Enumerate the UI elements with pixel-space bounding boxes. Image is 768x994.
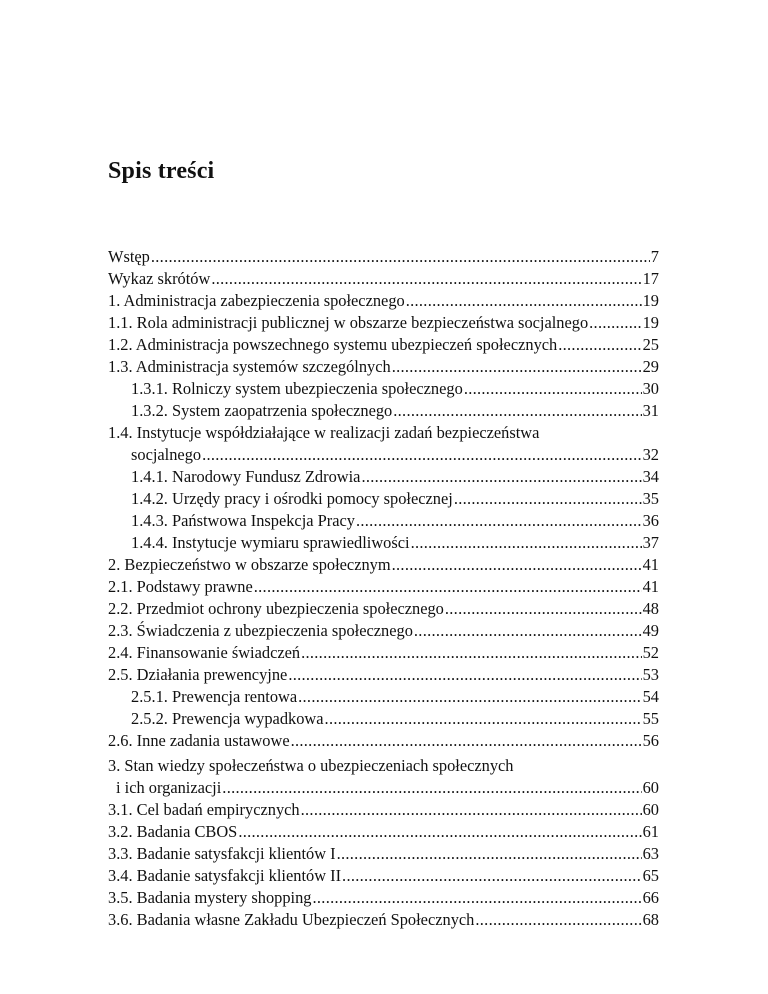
toc-entry-page: 35 [642,489,659,508]
toc-entry-page: 32 [642,445,659,464]
toc-leader-dots [313,887,642,909]
toc-entry[interactable] [108,642,659,664]
toc-entry[interactable] [108,664,659,686]
toc-entry-label: 3.4. Badanie satysfakcji klientów II [108,866,342,885]
toc-entry-page: 17 [642,269,659,288]
toc-entry-label: 2.5. Działania prewencyjne [108,665,288,684]
toc-entry-label: 1.4.2. Urzędy pracy i ośrodki pomocy społecznej [131,489,453,508]
toc-entry[interactable] [108,444,659,466]
toc-entry[interactable] [108,532,659,554]
toc-entry-page: 55 [642,709,659,728]
toc-entry-label: 1.1. Rola administracji publicznej w obszarze bezpieczeństwa socjalnego [108,313,589,332]
toc-entry[interactable] [108,620,659,642]
toc-leader-dots [392,356,642,378]
toc-entry-page: 60 [642,778,659,797]
toc-leader-dots [406,290,642,312]
toc-entry-page: 65 [642,866,659,885]
toc-entry-label: 1.3.1. Rolniczy system ubezpieczenia społecznego [131,379,463,398]
toc-entry-label: 2.4. Finansowanie świadczeń [108,643,301,662]
toc-leader-dots [298,686,641,708]
toc-entry[interactable] [108,576,659,598]
toc-leader-dots [414,620,642,642]
toc-entry[interactable] [108,799,659,821]
toc-leader-dots [356,510,642,532]
toc-leader-dots [464,378,642,400]
toc-leader-dots [291,730,642,752]
toc-leader-dots [211,268,641,290]
toc-entry-page: 68 [642,910,659,929]
toc-entry-page: 25 [642,335,659,354]
toc-entry-page: 52 [642,643,659,662]
table-of-contents [108,246,659,931]
toc-entry-label: 2.3. Świadczenia z ubezpieczenia społecznego [108,621,413,640]
toc-entry-label: 3.3. Badanie satysfakcji klientów I [108,844,336,863]
toc-entry[interactable] [108,843,659,865]
toc-entry[interactable] [108,488,659,510]
toc-leader-dots [589,312,641,334]
toc-entry-label: 2.5.1. Prewencja rentowa [131,687,298,706]
toc-entry-page: 53 [642,665,659,684]
toc-entry[interactable] [108,290,659,312]
toc-entry-page: 41 [642,577,659,596]
toc-entry-label: 3.5. Badania mystery shopping [108,888,312,907]
toc-entry[interactable] [108,268,659,290]
toc-leader-dots [325,708,642,730]
toc-leader-dots [558,334,641,356]
toc-entry[interactable] [108,246,659,268]
toc-leader-dots [238,821,641,843]
toc-entry-page: 36 [642,511,659,530]
toc-entry[interactable] [108,312,659,334]
toc-entry[interactable] [108,400,659,422]
toc-leader-dots [361,466,641,488]
toc-entry[interactable] [108,554,659,576]
toc-entry-page: 7 [650,247,659,266]
toc-entry-label: socjalnego [131,445,202,464]
page-title: Spis treści [108,158,215,184]
toc-entry-page: 61 [642,822,659,841]
toc-entry-page: 48 [642,599,659,618]
toc-leader-dots [445,598,642,620]
toc-entry-label: 1.4.4. Instytucje wymiaru sprawiedliwości [131,533,410,552]
toc-entry[interactable] [108,598,659,620]
toc-entry-page: 54 [642,687,659,706]
toc-entry-page: 41 [642,555,659,574]
toc-entry-label: 2.6. Inne zadania ustawowe [108,731,290,750]
toc-leader-dots [151,246,650,268]
toc-entry-label: 3.2. Badania CBOS [108,822,238,841]
toc-entry-label: 1.4.3. Państwowa Inspekcja Pracy [131,511,355,530]
toc-entry-page: 63 [642,844,659,863]
toc-leader-dots [337,843,642,865]
toc-entry-label: Wykaz skrótów [108,269,211,288]
toc-leader-dots [454,488,642,510]
toc-entry-page: 29 [642,357,659,376]
toc-leader-dots [342,865,642,887]
toc-entry-page: 31 [642,401,659,420]
toc-entry[interactable] [108,708,659,730]
toc-entry-label: i ich organizacji [116,778,222,797]
toc-entry-label: 1. Administracja zabezpieczenia społecznego [108,291,405,310]
toc-entry-page: 34 [642,467,659,486]
toc-entry[interactable] [108,378,659,400]
toc-entry[interactable] [108,909,659,931]
toc-entry[interactable] [108,777,659,799]
toc-entry-label: 3.1. Cel badań empirycznych [108,800,300,819]
toc-entry-first-line[interactable]: 3. Stan wiedzy społeczeństwa o ubezpieczeniach społecznych [108,756,514,775]
toc-entry-label: 2.5.2. Prewencja wypadkowa [131,709,324,728]
toc-entry-page: 37 [642,533,659,552]
toc-entry-label: 1.3. Administracja systemów szczególnych [108,357,391,376]
toc-entry-page: 66 [642,888,659,907]
toc-entry-label: 1.4.1. Narodowy Fundusz Zdrowia [131,467,361,486]
toc-entry-label: 3.6. Badania własne Zakładu Ubezpieczeń Społecznych [108,910,475,929]
toc-leader-dots [475,909,641,931]
toc-entry[interactable] [108,466,659,488]
toc-entry-page: 30 [642,379,659,398]
toc-leader-dots [411,532,642,554]
toc-entry-page: 19 [642,291,659,310]
toc-entry-page: 60 [642,800,659,819]
toc-leader-dots [202,444,642,466]
toc-entry[interactable] [108,887,659,909]
toc-entry[interactable] [108,334,659,356]
toc-entry-first-line[interactable]: 1.4. Instytucje współdziałające w realizacji zadań bezpieczeństwa [108,423,540,442]
toc-entry-label: 1.2. Administracja powszechnego systemu ubezpieczeń społecznych [108,335,558,354]
toc-entry[interactable] [108,686,659,708]
toc-entry-page: 56 [642,731,659,750]
toc-leader-dots [222,777,641,799]
toc-entry-label: 2.2. Przedmiot ochrony ubezpieczenia społecznego [108,599,444,618]
toc-entry[interactable] [108,730,659,752]
toc-entry[interactable] [108,356,659,378]
toc-leader-dots [288,664,641,686]
toc-leader-dots [392,554,642,576]
toc-entry-page: 19 [642,313,659,332]
toc-entry[interactable] [108,865,659,887]
toc-entry[interactable] [108,510,659,532]
toc-entry-page: 49 [642,621,659,640]
toc-entry[interactable] [108,821,659,843]
toc-leader-dots [301,799,642,821]
toc-entry-label: 2.1. Podstawy prawne [108,577,253,596]
toc-leader-dots [254,576,642,598]
toc-entry-label: 1.3.2. System zaopatrzenia społecznego [131,401,393,420]
toc-entry-label: Wstęp [108,247,150,266]
toc-leader-dots [393,400,641,422]
toc-entry-label: 2. Bezpieczeństwo w obszarze społecznym [108,555,391,574]
toc-leader-dots [301,642,642,664]
